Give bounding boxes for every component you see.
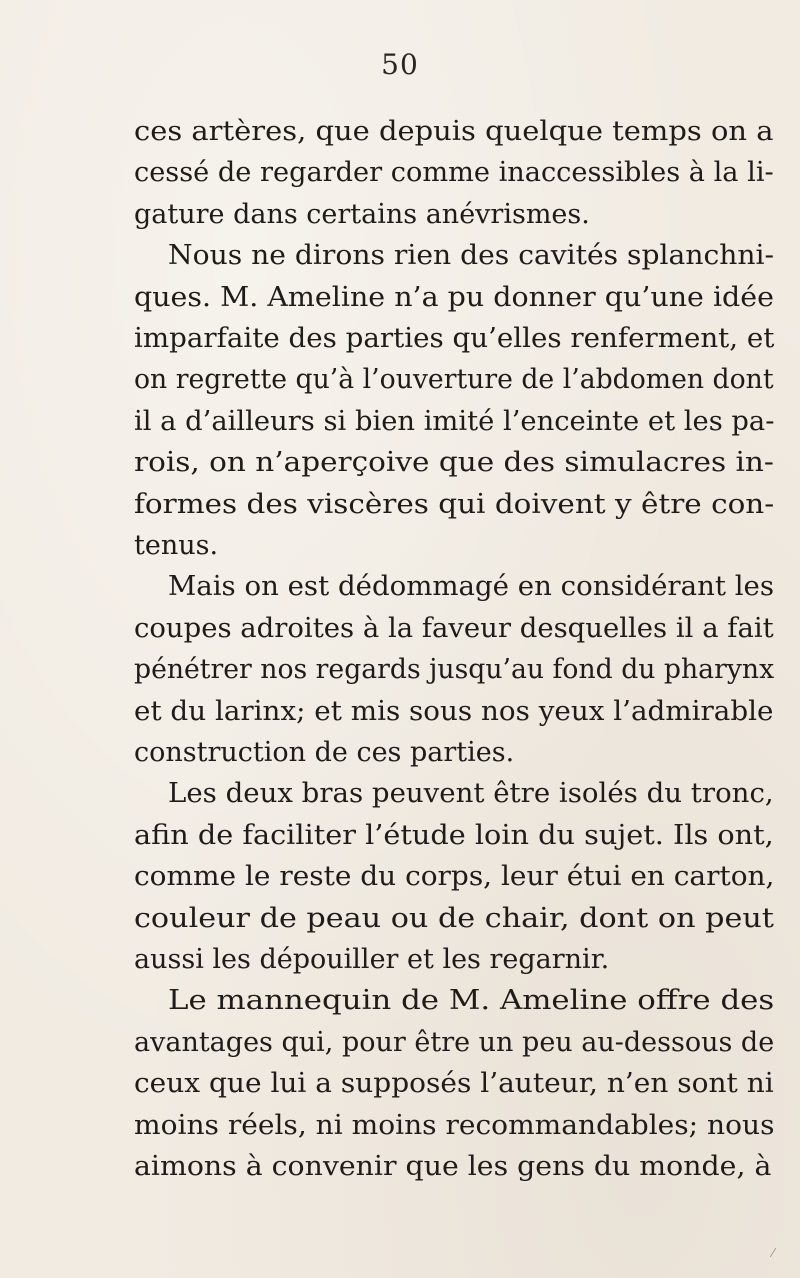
text-line: tenus. — [134, 530, 219, 561]
text-line: ceux que lui a supposés l’auteur, n’en sont ni — [134, 1068, 774, 1100]
text-line: formes des viscères qui doivent y être con- — [134, 488, 775, 520]
text-line: Les deux bras peuvent être isolés du tronc, — [168, 778, 774, 810]
text-line: comme le reste du corps, leur étui en carton, — [134, 861, 775, 893]
text-line: ques. M. Ameline n’a pu donner qu’une idée — [134, 281, 774, 313]
text-line: ces artères, que depuis quelque temps on a — [134, 116, 774, 147]
page-number: 50 — [381, 48, 419, 81]
text-line: cessé de regarder comme inaccessibles à la li- — [134, 157, 774, 189]
text-line: couleur de peau ou de chair, dont on peut — [134, 902, 774, 934]
text-line: construction de ces parties. — [134, 737, 515, 768]
text-line: il a d’ailleurs si bien imité l’enceinte et les pa- — [134, 405, 775, 437]
text-line: imparfaite des parties qu’elles renferment, et — [134, 323, 775, 354]
corner-mark: ⁄ — [772, 1246, 775, 1260]
text-line: aimons à convenir que les gens du monde, à — [134, 1151, 772, 1182]
text-line: on regrette qu’à l’ouverture de l’abdomen dont — [134, 364, 774, 396]
text-line: moins réels, ni moins recommandables; nous — [134, 1109, 775, 1141]
text-line: gature dans certains anévrismes. — [134, 198, 590, 230]
text-line: avantages qui, pour être un peu au-dessous de — [134, 1026, 775, 1058]
text-line: afin de faciliter l’étude loin du sujet. Ils ont, — [134, 819, 774, 851]
text-line: Nous ne dirons rien des cavités splanchni- — [168, 240, 775, 272]
text-line: rois, on n’aperçoive que des simulacres in- — [134, 447, 774, 479]
text-line: et du larinx; et mis sous nos yeux l’admirable — [134, 695, 774, 727]
text-line: Le mannequin de M. Ameline offre des — [168, 985, 775, 1017]
text-line: aussi les dépouiller et les regarnir. — [134, 944, 610, 975]
text-line: pénétrer nos regards jusqu’au fond du pharynx — [134, 654, 775, 686]
text-line: Mais on est dédommagé en considérant les — [168, 571, 775, 603]
text-line: coupes adroites à la faveur desquelles il a fait — [134, 612, 774, 644]
